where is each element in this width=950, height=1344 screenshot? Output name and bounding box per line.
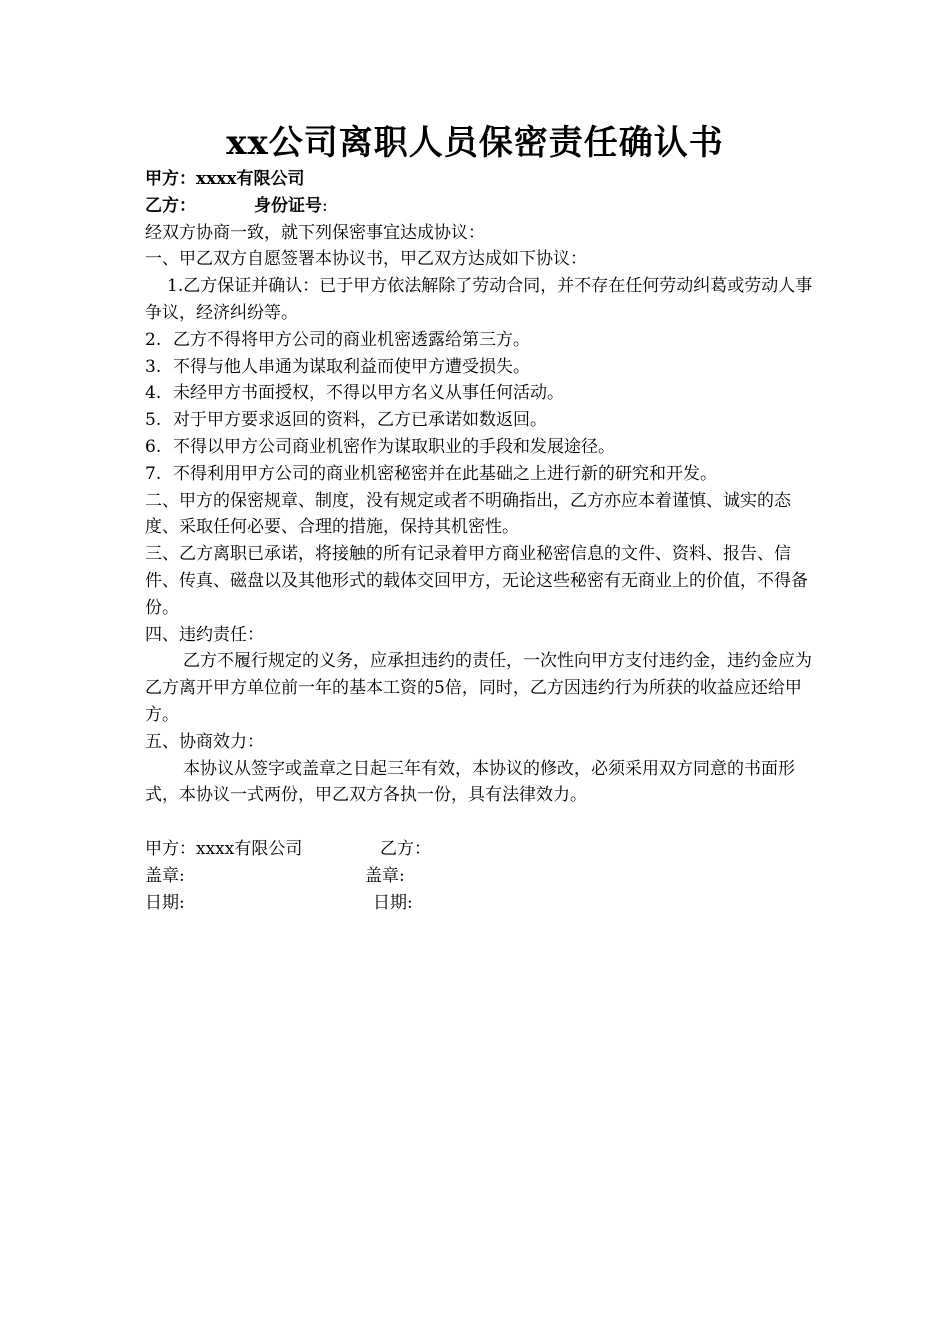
list-item-text: 不得利用甲方公司的商业机密秘密并在此基础之上进行新的研究和开发。 bbox=[173, 463, 717, 484]
signature-date-a: 日期: bbox=[145, 892, 185, 913]
section-1-list bbox=[145, 327, 815, 488]
document-body bbox=[145, 166, 815, 916]
list-item-text: 乙方不得将甲方公司的商业机密透露给第三方。 bbox=[173, 329, 530, 350]
section-3-paragraph: 三、乙方离职已承诺，将接触的所有记录着甲方商业秘密信息的文件、资料、报告、信件、传真、磁盘以及其他形式的载体交回甲方，无论这些秘密有无商业上的价值，不得备份。 bbox=[145, 544, 808, 618]
party-b-line bbox=[145, 193, 815, 220]
list-item-number: 5. bbox=[145, 410, 162, 431]
signature-party-row bbox=[145, 836, 815, 863]
section-5-heading: 五、协商效力： bbox=[145, 731, 264, 752]
signature-party-a: 甲方：xxxx有限公司 bbox=[145, 838, 303, 859]
list-item-text: 对于甲方要求返回的资料，乙方已承诺如数返回。 bbox=[173, 410, 547, 431]
list-item bbox=[145, 327, 815, 354]
section-5-body: 本协议从签字或盖章之日起三年有效，本协议的修改，必须采用双方同意的书面形式，本协议一式两份，甲乙双方各执一份，具有法律效力。 bbox=[145, 758, 795, 806]
document-title: xx公司离职人员保密责任确认书 bbox=[226, 123, 724, 163]
signature-seal-b: 盖章: bbox=[365, 865, 405, 886]
blank-line bbox=[145, 809, 815, 836]
list-item-text: 不得与他人串通为谋取利益而使甲方遭受损失。 bbox=[173, 356, 530, 377]
list-item bbox=[145, 380, 815, 407]
list-item bbox=[145, 434, 815, 461]
section-1-heading: 一、甲乙双方自愿签署本协议书，甲乙双方达成如下协议： bbox=[145, 249, 587, 270]
intro-paragraph: 经双方协商一致，就下列保密事宜达成协议： bbox=[145, 222, 485, 243]
list-item-text: 未经甲方书面授权，不得以甲方名义从事任何活动。 bbox=[173, 383, 564, 404]
list-item bbox=[145, 354, 815, 381]
list-item-number: 4. bbox=[145, 383, 162, 404]
list-item-number: 6. bbox=[145, 436, 162, 457]
id-number-label: 身份证号 bbox=[254, 195, 322, 216]
section-4-heading: 四、违约责任： bbox=[145, 624, 264, 645]
list-item-text: 不得以甲方公司商业机密作为谋取职业的手段和发展途径。 bbox=[173, 436, 615, 457]
list-item bbox=[145, 461, 815, 488]
signature-date-row bbox=[145, 890, 815, 917]
id-number-colon: : bbox=[322, 195, 328, 216]
signature-seal-row bbox=[145, 863, 815, 890]
list-item bbox=[145, 407, 815, 434]
list-item-number: 3. bbox=[145, 356, 162, 377]
signature-block bbox=[145, 836, 815, 916]
list-item-number: 2. bbox=[145, 329, 162, 350]
signature-seal-a: 盖章: bbox=[145, 865, 185, 886]
section-4-body: 乙方不履行规定的义务，应承担违约的责任，一次性向甲方支付违约金，违约金应为乙方离开甲方单位前一年的基本工资的5倍，同时，乙方因违约行为所获的收益应还给甲方。 bbox=[145, 651, 812, 725]
party-a-line: 甲方：xxxx有限公司 bbox=[145, 169, 305, 189]
list-item-number: 7. bbox=[145, 463, 162, 484]
signature-date-b: 日期: bbox=[373, 892, 413, 913]
section-1-item-1: 1.乙方保证并确认：已于甲方依法解除了劳动合同，并不存在任何劳动纠葛或劳动人事争议，经济纠纷等。 bbox=[145, 276, 813, 323]
section-2-paragraph: 二、甲方的保密规章、制度，没有规定或者不明确指出，乙方亦应本着谨慎、诚实的态度、采取任何必要、合理的措施，保持其机密性。 bbox=[145, 490, 791, 538]
party-b-label: 乙方： bbox=[145, 195, 196, 216]
signature-party-b: 乙方： bbox=[380, 838, 431, 859]
